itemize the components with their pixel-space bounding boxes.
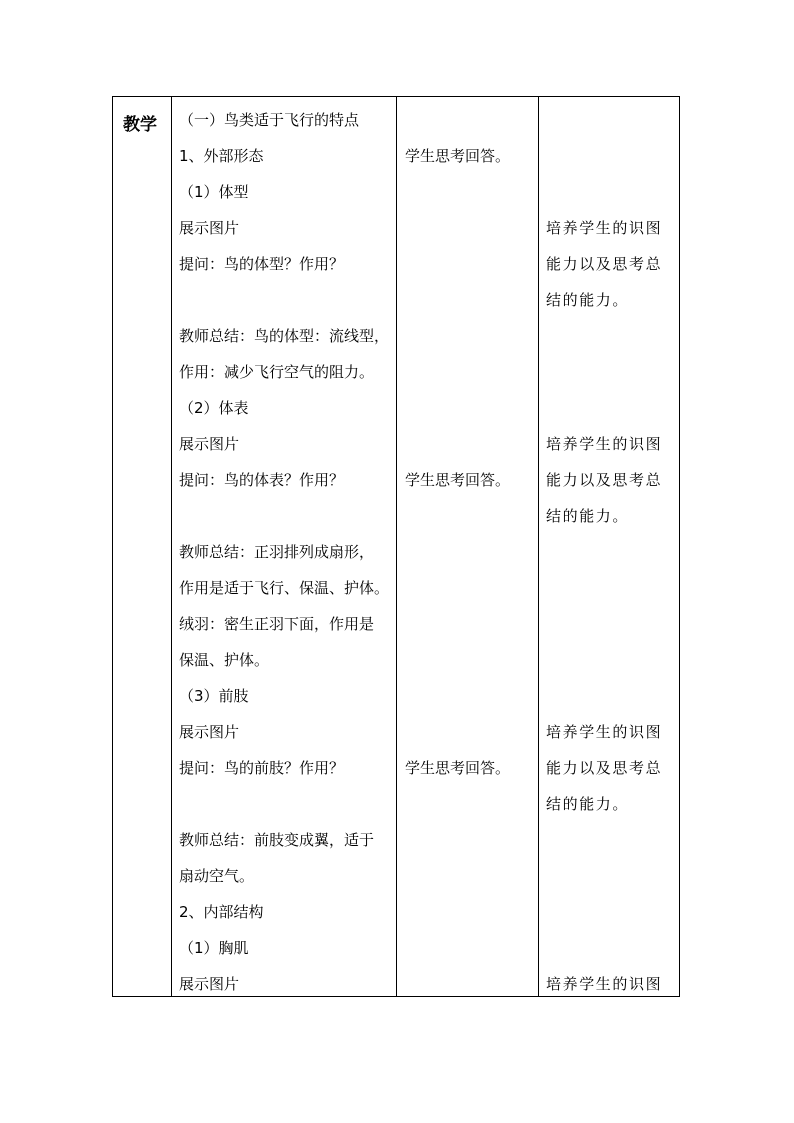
teacher-activity-line: 作用：减少飞行空气的阻力。 <box>179 363 375 381</box>
teacher-activity-line: 提问：鸟的体表？作用？ <box>179 471 345 489</box>
teacher-activity-line: 作用是适于飞行、保温、护体。 <box>179 579 390 597</box>
teacher-activity-line: 2、内部结构 <box>179 903 264 921</box>
teacher-activity-line: 教师总结：鸟的体型：流线型， <box>179 327 390 345</box>
teacher-activity-line: 1、外部形态 <box>179 147 264 165</box>
student-activity-line: 学生思考回答。 <box>405 759 511 777</box>
design-intent-line: 培养学生的识图 <box>546 435 663 453</box>
teacher-activity-line: （一）鸟类适于飞行的特点 <box>179 111 360 129</box>
teacher-activity-line: （2）体表 <box>179 399 249 417</box>
design-intent-line: 结的能力。 <box>546 795 630 813</box>
teacher-activity-line: （3）前肢 <box>179 687 249 705</box>
design-intent-line: 能力以及思考总 <box>546 471 663 489</box>
student-activity-line: 学生思考回答。 <box>405 147 511 165</box>
teacher-activity-cell <box>172 97 396 996</box>
teacher-activity-line: 绒羽：密生正羽下面，作用是 <box>179 615 375 633</box>
student-activity-line: 学生思考回答。 <box>405 471 511 489</box>
teacher-activity-line: （1）胸肌 <box>179 939 249 957</box>
section-header-cell <box>113 97 171 996</box>
design-intent-line: 培养学生的识图 <box>546 975 663 993</box>
teacher-activity-line: 教师总结：正羽排列成扇形， <box>179 543 375 561</box>
design-intent-line: 能力以及思考总 <box>546 759 663 777</box>
teacher-activity-line: 提问：鸟的体型？作用？ <box>179 255 345 273</box>
teacher-activity-line: （1）体型 <box>179 183 249 201</box>
teacher-activity-line: 扇动空气。 <box>179 867 255 885</box>
design-intent-cell <box>539 97 680 996</box>
teacher-activity-line: 展示图片 <box>179 435 240 453</box>
design-intent-line: 结的能力。 <box>546 291 630 309</box>
teacher-activity-line: 保温、护体。 <box>179 651 270 669</box>
teacher-activity-line: 展示图片 <box>179 723 240 741</box>
teacher-activity-line: 展示图片 <box>179 219 240 237</box>
teacher-activity-line: 展示图片 <box>179 975 240 993</box>
design-intent-line: 培养学生的识图 <box>546 219 663 237</box>
lesson-plan-table <box>112 96 680 997</box>
teacher-activity-line: 提问：鸟的前肢？作用？ <box>179 759 345 777</box>
student-activity-cell <box>397 97 538 996</box>
design-intent-line: 能力以及思考总 <box>546 255 663 273</box>
section-header-label: 教学 <box>123 115 157 135</box>
teacher-activity-line: 教师总结：前肢变成翼，适于 <box>179 831 375 849</box>
design-intent-line: 培养学生的识图 <box>546 723 663 741</box>
design-intent-line: 结的能力。 <box>546 507 630 525</box>
